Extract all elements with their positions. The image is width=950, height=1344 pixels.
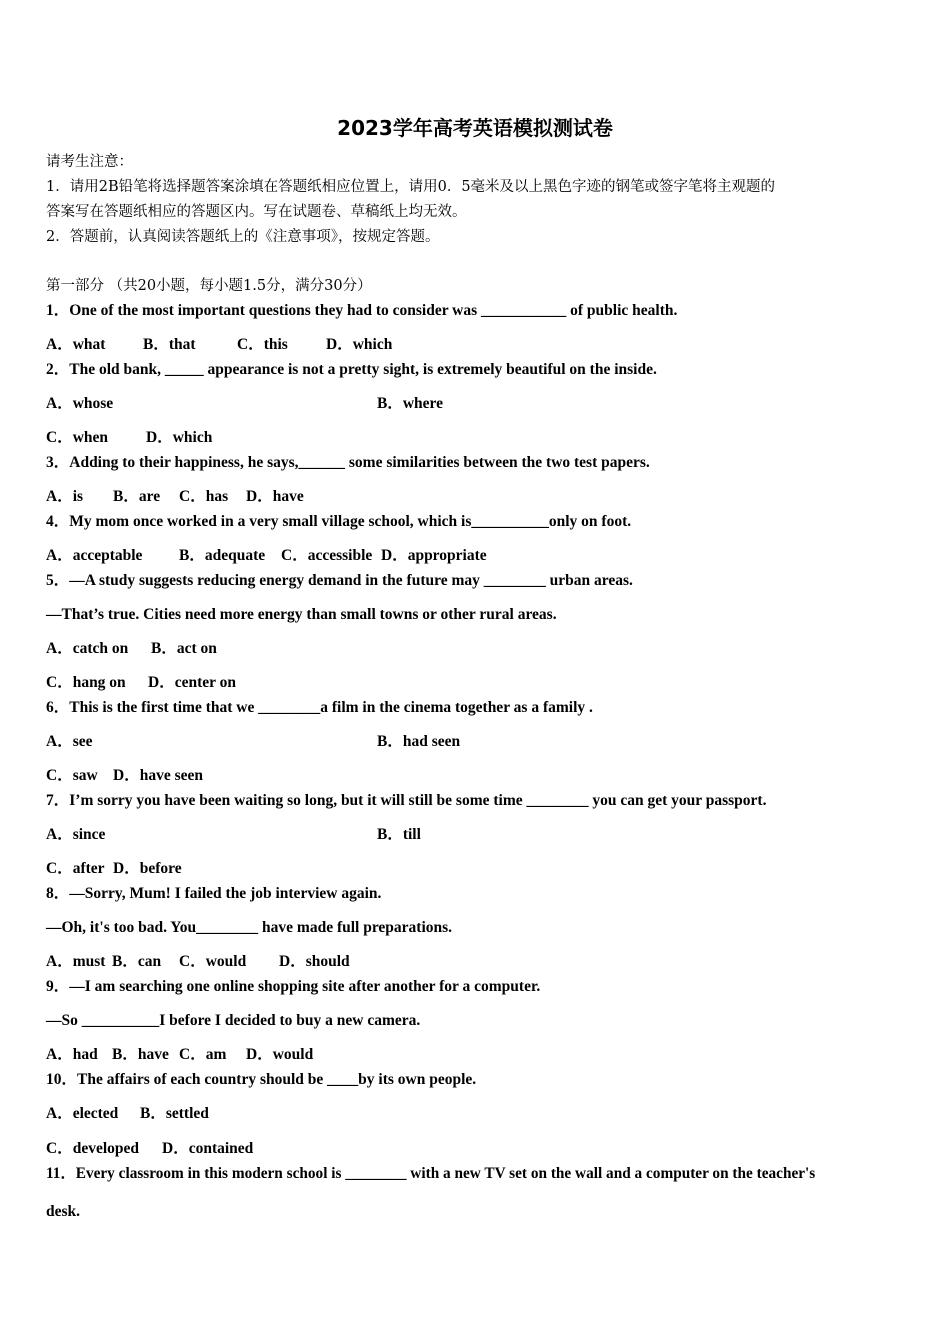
option-a: A．whose (46, 395, 114, 412)
question-stem: 5．—A study suggests reducing energy demand in the future may ________ urban areas. (46, 572, 633, 589)
option-b: B．act on (151, 640, 217, 657)
option-d: D．should (279, 953, 350, 970)
question-stem-continuation: desk. (46, 1203, 81, 1220)
option-a: A．must (46, 953, 106, 970)
question-stem: 2．The old bank, _____ appearance is not a pretty sight, is extremely beautiful on the inside. (46, 361, 657, 378)
option-d: D．which (146, 429, 213, 446)
question-stem: 4．My mom once worked in a very small village school, which is__________only on foot. (46, 513, 632, 530)
question-stem: 6．This is the first time that we ________a film in the cinema together as a family . (46, 699, 593, 716)
option-a: A．since (46, 826, 106, 843)
option-c: C．saw (46, 767, 98, 784)
option-a: A．acceptable (46, 547, 143, 564)
option-a: A．elected (46, 1105, 119, 1122)
question-response: —So __________I before I decided to buy a new camera. (46, 1012, 421, 1029)
notice-line-2: 2．答题前，认真阅读答题纸上的《注意事项》，按规定答题。 (46, 229, 440, 245)
option-c: C．developed (46, 1140, 140, 1157)
option-a: A．catch on (46, 640, 129, 657)
option-a: A．is (46, 488, 84, 505)
option-b: B．have (112, 1046, 169, 1063)
question-stem: 8．—Sorry, Mum! I failed the job interview again. (46, 885, 382, 902)
option-b: B．are (113, 488, 161, 505)
option-a: A．see (46, 733, 93, 750)
option-c: C．when (46, 429, 109, 446)
option-c: C．after (46, 860, 105, 877)
option-b: B．had seen (377, 733, 461, 750)
option-b: B．where (377, 395, 444, 412)
notice-line-1a: 1．请用2B铅笔将选择题答案涂填在答题纸相应位置上，请用0．5毫米及以上黑色字迹的钢笔或签字笔将主观题的 (46, 179, 776, 195)
option-c: C．would (179, 953, 247, 970)
question-stem: 1．One of the most important questions they had to consider was ___________ of public health. (46, 302, 678, 319)
option-c: C．accessible (281, 547, 373, 564)
option-a: A．what (46, 336, 106, 353)
option-c: C．this (237, 336, 288, 353)
question-stem: 11．Every classroom in this modern school is ________ with a new TV set on the wall and a computer on the teacher's (46, 1165, 816, 1182)
option-d: D．appropriate (381, 547, 487, 564)
option-d: D．contained (162, 1140, 254, 1157)
option-c: C．has (179, 488, 229, 505)
option-d: D．center on (148, 674, 236, 691)
notice-line-1b: 答案写在答题纸相应的答题区内。写在试题卷、草稿纸上均无效。 (46, 204, 467, 220)
option-b: B．adequate (179, 547, 266, 564)
notice-heading: 请考生注意： (46, 154, 133, 170)
question-response: —That’s true. Cities need more energy than small towns or other rural areas. (46, 606, 557, 623)
question-stem: 7．I’m sorry you have been waiting so long, but it will still be some time ________ you can get your passport. (46, 792, 767, 809)
option-b: B．settled (140, 1105, 209, 1122)
option-d: D．which (326, 336, 393, 353)
section-header: 第一部分 （共20小题，每小题1.5分，满分30分） (46, 278, 372, 294)
option-d: D．have seen (113, 767, 203, 784)
page-title: 2023学年高考英语模拟测试卷 (337, 116, 613, 140)
question-stem: 3．Adding to their happiness, he says,______ some similarities between the two test papers. (46, 454, 650, 471)
option-d: D．before (113, 860, 182, 877)
question-stem: 10．The affairs of each country should be ____by its own people. (46, 1071, 477, 1088)
question-response: —Oh, it's too bad. You________ have made full preparations. (46, 919, 453, 936)
option-c: C．hang on (46, 674, 126, 691)
option-b: B．can (112, 953, 162, 970)
option-a: A．had (46, 1046, 98, 1063)
option-d: D．would (246, 1046, 314, 1063)
option-c: C．am (179, 1046, 227, 1063)
option-b: B．that (143, 336, 196, 353)
question-stem: 9．—I am searching one online shopping site after another for a computer. (46, 978, 541, 995)
option-d: D．have (246, 488, 304, 505)
option-b: B．till (377, 826, 421, 843)
